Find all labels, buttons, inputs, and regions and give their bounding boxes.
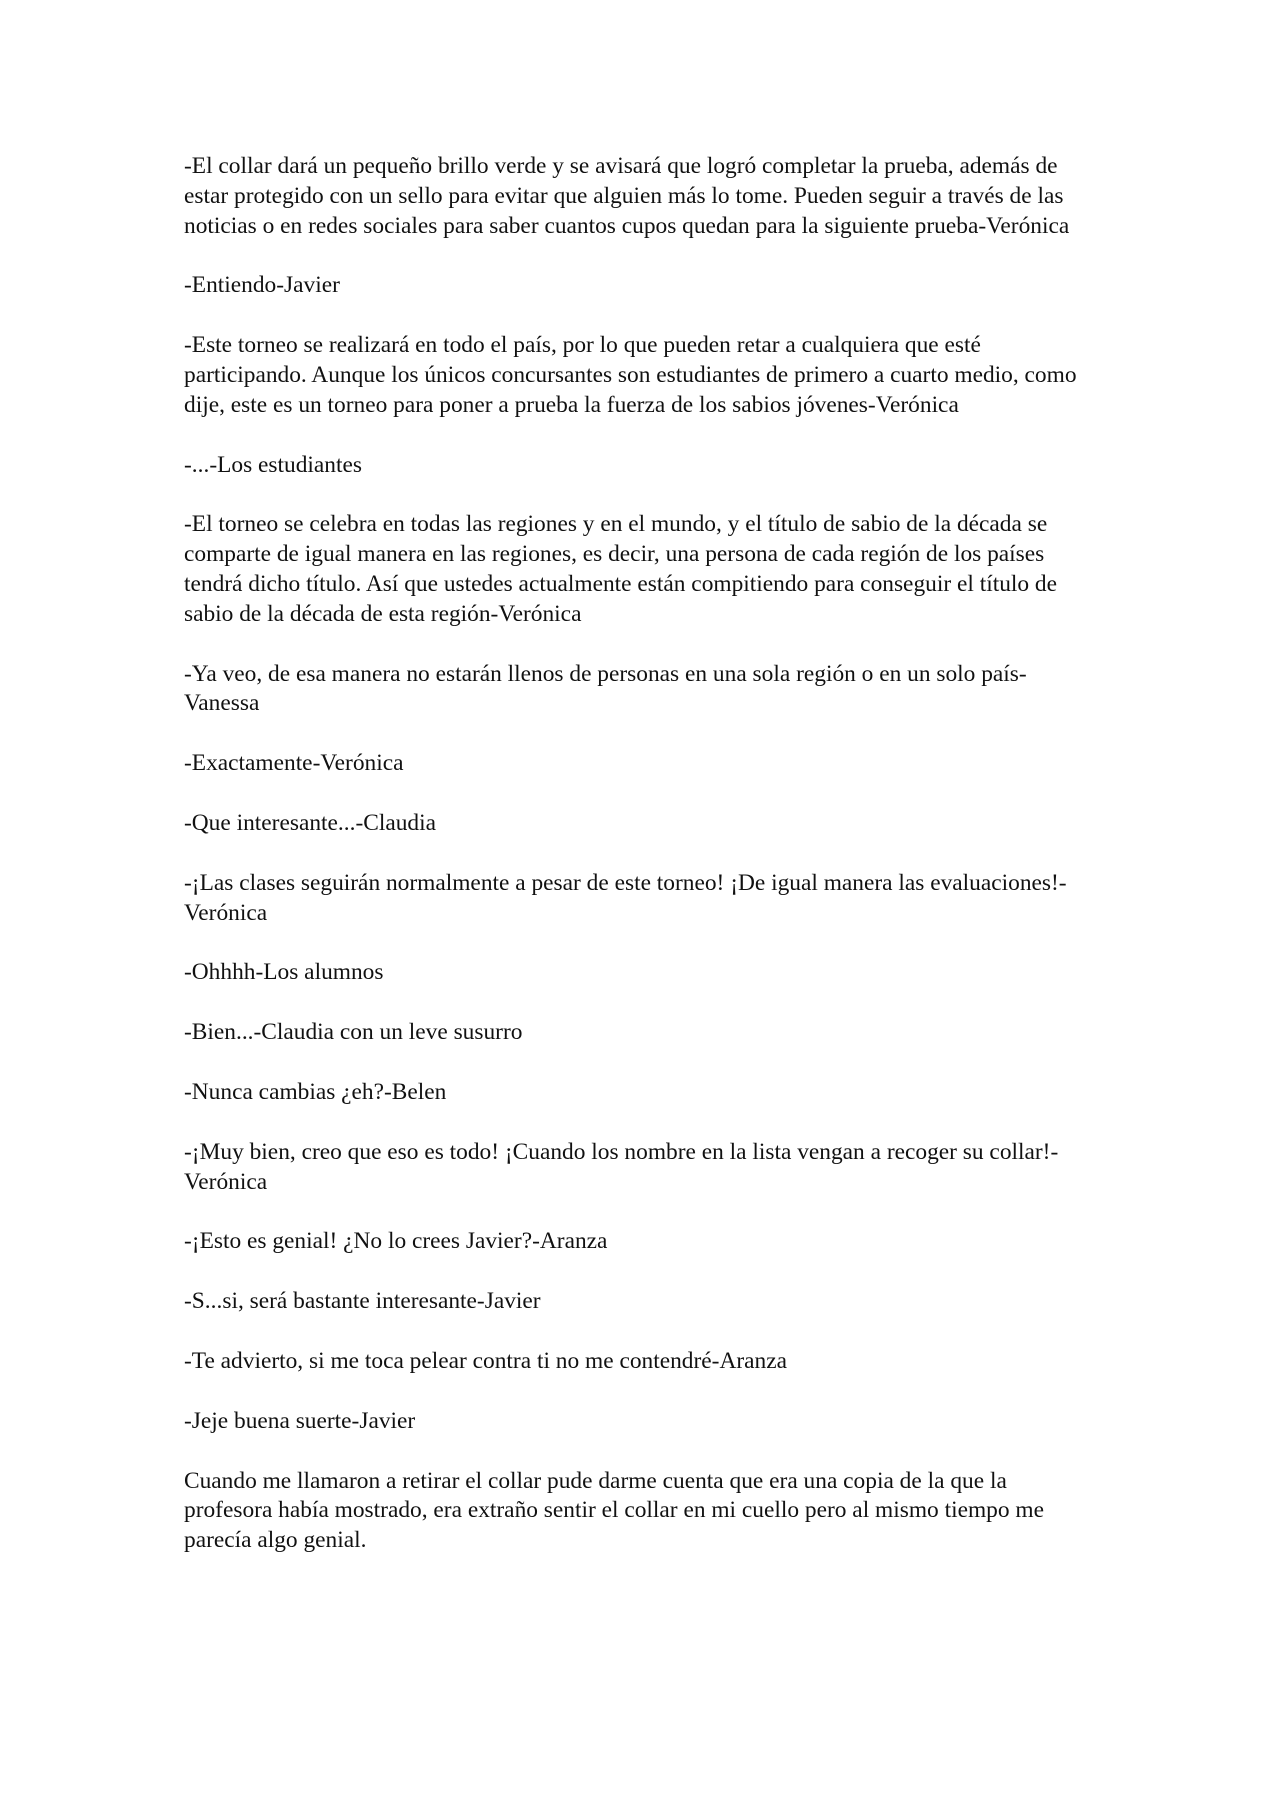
paragraph: -Nunca cambias ¿eh?-Belen xyxy=(184,1078,447,1105)
paragraph: -Ohhhh-Los alumnos xyxy=(184,959,384,986)
paragraph: Cuando me llamaron a retirar el collar pude darme cuenta que era una copia de la que la profesora había mostrado, era extraño sentir el collar en mi cuello pero al mismo tiempo me parecía algo genial. xyxy=(184,1467,1044,1554)
paragraph: -¡Esto es genial! ¿No lo crees Javier?-Aranza xyxy=(184,1228,608,1255)
paragraph: -Te advierto, si me toca pelear contra ti no me contendré-Aranza xyxy=(184,1347,787,1374)
paragraph: -¡Las clases seguirán normalmente a pesar de este torneo! ¡De igual manera las evaluaciones!-Verónica xyxy=(184,869,1067,926)
document-body xyxy=(184,152,1099,1586)
paragraph: -Ya veo, de esa manera no estarán llenos de personas en una sola región o en un solo país-Vanessa xyxy=(184,660,1027,717)
paragraph: -...-Los estudiantes xyxy=(184,451,362,478)
paragraph: -El collar dará un pequeño brillo verde y se avisará que logró completar la prueba, además de estar protegido con un sello para evitar que alguien más lo tome. Pueden seguir a través de las noticias o en redes sociales para saber cuantos cupos quedan para la siguiente prueba-Verónica xyxy=(184,153,1070,239)
paragraph: -Bien...-Claudia con un leve susurro xyxy=(184,1019,523,1046)
paragraph: -El torneo se celebra en todas las regiones y en el mundo, y el título de sabio de la década se comparte de igual manera en las regiones, es decir, una persona de cada región de los países tendrá dicho título. Así que ustedes actualmente están compitiendo para conseguir el título de sabio de la década de esta región-Verónica xyxy=(184,511,1058,627)
paragraph: -Jeje buena suerte-Javier xyxy=(184,1407,416,1434)
paragraph: -S...si, será bastante interesante-Javier xyxy=(184,1288,541,1315)
paragraph: -Este torneo se realizará en todo el país, por lo que pueden retar a cualquiera que esté participando. Aunque los únicos concursantes son estudiantes de primero a cuarto medio, como dije, este es un torneo para poner a prueba la fuerza de los sabios jóvenes-Verónica xyxy=(184,332,1077,418)
paragraph: -Exactamente-Verónica xyxy=(184,750,404,777)
paragraph: -Entiendo-Javier xyxy=(184,272,340,299)
paragraph: -¡Muy bien, creo que eso es todo! ¡Cuando los nombre en la lista vengan a recoger su collar!-Verónica xyxy=(184,1138,1059,1195)
paragraph: -Que interesante...-Claudia xyxy=(184,809,436,836)
